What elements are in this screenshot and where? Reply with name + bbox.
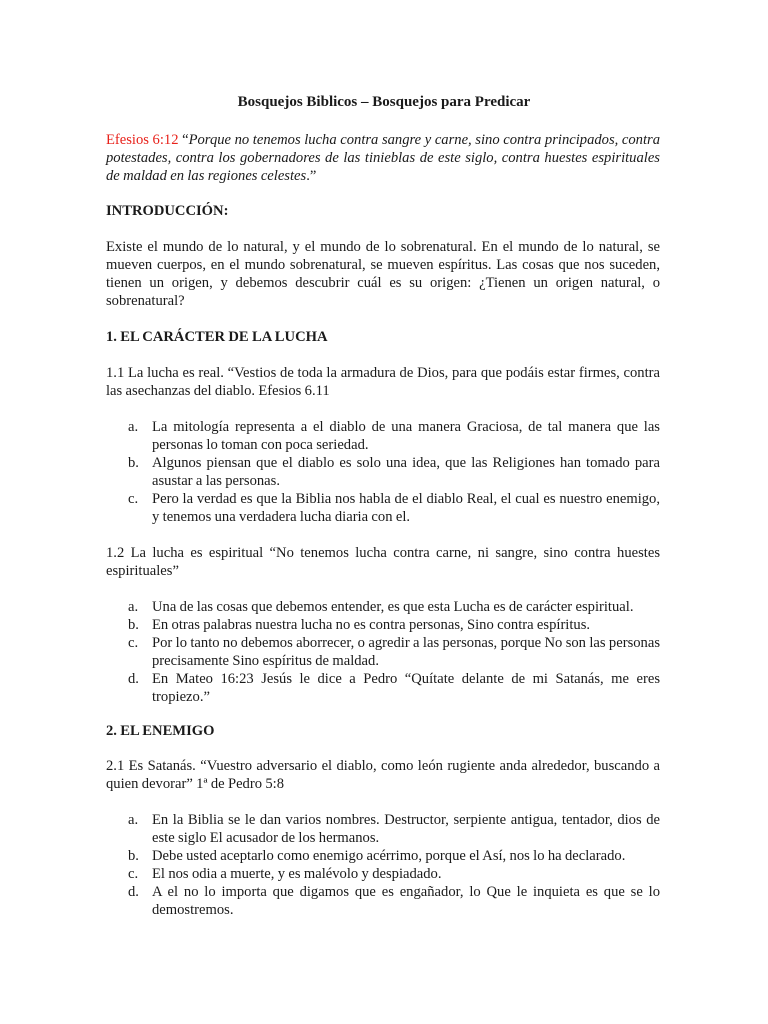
list-item-text: Una de las cosas que debemos entender, es que esta Lucha es de carácter espiritual. [152, 599, 634, 615]
list-item [128, 634, 660, 670]
list-marker: c. [128, 635, 139, 651]
verse-text: Porque no tenemos lucha contra sangre y carne, sino contra principados, contra potestades, contra los gobernadores de las tinieblas de este siglo, contra huestes espirituales de maldad en las regiones celestes [106, 132, 660, 184]
list-item [128, 865, 660, 883]
list-item-text: Pero la verdad es que la Biblia nos habla de el diablo Real, el cual es nuestro enemigo, y tenemos una verdadera lucha diaria con el. [152, 491, 660, 525]
key-verse [106, 131, 660, 185]
section-1-1-paragraph: 1.1 La lucha es real. “Vestios de toda la armadura de Dios, para que podáis estar firmes, contra las asechanzas del diablo. Efesios 6.11 [106, 365, 660, 399]
section-1-1-list [128, 418, 660, 526]
list-item [128, 616, 660, 634]
list-item [128, 847, 660, 865]
verse-close: .” [306, 168, 317, 184]
list-item [128, 811, 660, 847]
list-marker: c. [128, 491, 139, 507]
section-2-1-list [128, 811, 660, 919]
list-marker: b. [128, 848, 139, 864]
list-item-text: El nos odia a muerte, y es malévolo y despiadado. [152, 866, 442, 882]
section-1-2-paragraph: 1.2 La lucha es espiritual “No tenemos lucha contra carne, ni sangre, sino contra huestes espirituales” [106, 545, 660, 579]
list-marker: a. [128, 419, 139, 435]
list-item-text: Por lo tanto no debemos aborrecer, o agredir a las personas, porque No son las personas precisamente Sino espíritus de maldad. [152, 635, 660, 669]
list-marker: b. [128, 455, 139, 471]
list-item [128, 454, 660, 490]
list-marker: d. [128, 671, 139, 687]
list-marker: a. [128, 812, 139, 828]
list-marker: a. [128, 599, 139, 615]
section-1-heading: 1. EL CARÁCTER DE LA LUCHA [106, 329, 328, 345]
section-1-2-list [128, 598, 660, 706]
verse-reference: Efesios 6:12 [106, 132, 179, 148]
verse-open-quote: “ [178, 132, 189, 148]
list-item-text: Debe usted aceptarlo como enemigo acérrimo, porque el Así, nos lo ha declarado. [152, 848, 626, 864]
section-2-1-paragraph: 2.1 Es Satanás. “Vuestro adversario el diablo, como león rugiente anda alrededor, buscando a quien devorar” 1ª de Pedro 5:8 [106, 758, 660, 792]
list-item-text: En otras palabras nuestra lucha no es contra personas, Sino contra espíritus. [152, 617, 591, 633]
list-marker: d. [128, 884, 139, 900]
list-item-text: A el no lo importa que digamos que es engañador, lo Que le inquieta es que se lo demostremos. [152, 884, 660, 918]
list-item [128, 490, 660, 526]
list-item-text: En Mateo 16:23 Jesús le dice a Pedro “Quítate delante de mi Satanás, me eres tropiezo.” [152, 671, 660, 705]
list-item [128, 598, 660, 616]
list-item [128, 670, 660, 706]
list-item [128, 418, 660, 454]
list-item-text: Algunos piensan que el diablo es solo una idea, que las Religiones han tomado para asustar a las personas. [152, 455, 660, 489]
list-marker: b. [128, 617, 139, 633]
list-item [128, 883, 660, 919]
section-2-heading: 2. EL ENEMIGO [106, 723, 215, 739]
list-marker: c. [128, 866, 139, 882]
document-title: Bosquejos Biblicos – Bosquejos para Predicar [237, 94, 531, 110]
intro-heading: INTRODUCCIÓN: [106, 203, 229, 219]
list-item-text: La mitología representa a el diablo de una manera Graciosa, de tal manera que las personas lo toman con poca seriedad. [152, 419, 660, 453]
intro-paragraph: Existe el mundo de lo natural, y el mundo de lo sobrenatural. En el mundo de lo natural, se mueven cuerpos, en el mundo sobrenatural, se mueven espíritus. Las cosas que nos suceden, tienen un origen, y debemos descubrir cuál es su origen: ¿Tienen un origen natural, o sobrenatural? [106, 239, 660, 309]
list-item-text: En la Biblia se le dan varios nombres. Destructor, serpiente antigua, tentador, dios de este siglo El acusador de los hermanos. [152, 812, 660, 846]
